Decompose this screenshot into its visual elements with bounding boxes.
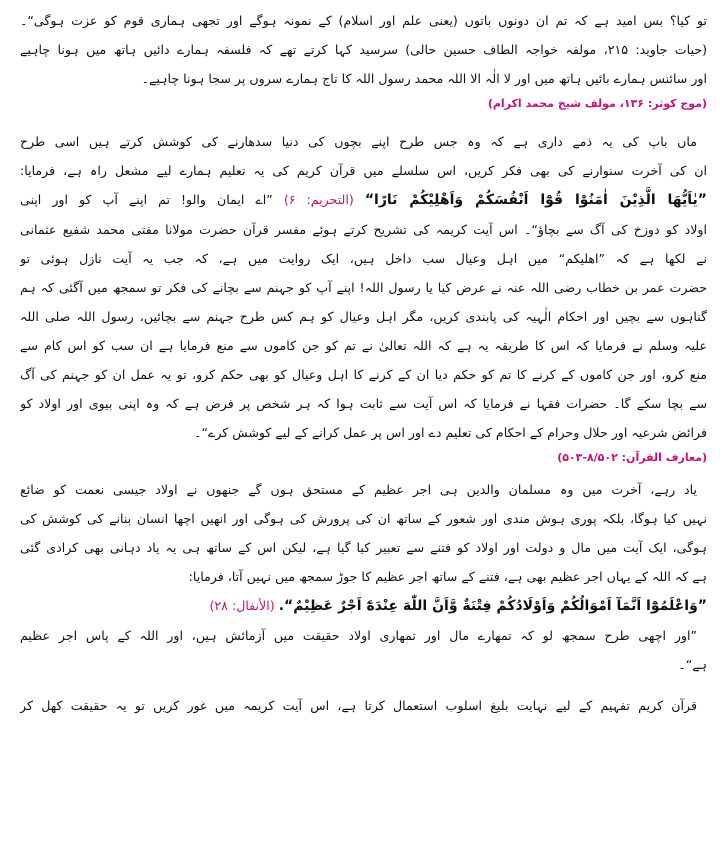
text-line: قرآن کریم تفہیم کے لیے نہایت بلیغ اسلوب استعمال کرتا ہے، اس آیت کریمہ میں غور کریں تو یہ حقیقت کھل کر (20, 698, 697, 713)
verse-translation: ہے“۔ (678, 657, 707, 672)
text-line: گناہوں سے بچیں اور احکام الٰہیہ کی پابندی کریں، مگر اہل وعیال کو ہم کس طرح جہنم سے بچائیں، رسول اللہ صلی اللہ (20, 309, 707, 324)
text-line: اور سائنس ہمارے بائیں ہاتھ میں اور لا الٰہ الا اللہ محمد رسول اللہ کا تاج ہمارے سروں پر سجا ہونا چاہیے۔ (141, 71, 707, 86)
reference-citation: (موج کوثر: ۱۳۶، مولف شیخ محمد اکرام) (487, 97, 707, 110)
quran-verse-arabic: ”وَاعْلَمُوْٓا اَنَّمَآ اَمْوَالُکُمْ وَاَوْلَادُکُمْ فِتْنَةٌ وَّاَنَّ اللّٰهَ عِنْدَهٗٓ اَجْرٌ عَظِیْمٌ“. (278, 598, 707, 614)
text-line: نے لکھا ہے کہ ”اهلیکم“ میں اہل وعیال سب داخل ہیں، ایک روایت میں ہے، کہ جب یہ آیت نازل ہوئی تو (20, 251, 707, 266)
text-line: اولاد کو دوزخ کی آگ سے بچاؤ“۔ اس آیت کریمہ کی تشریح کرتے ہوئے مفسر قرآن حضرت مولانا مفتی محمد شفیع عثمانی (20, 222, 707, 237)
paragraph-3 (20, 475, 707, 679)
quran-verse-arabic: ”یٰاَیُّهَا الَّذِیْنَ اٰمَنُوْا قُوْٓا اَنْفُسَکُمْ وَاَهْلِیْکُمْ نَارًا“ (364, 192, 707, 208)
text-line: حضرت عمر بن خطاب رضی اللہ عنہ نے عرض کیا یا رسول اللہ! اپنے آپ کو جہنم سے بچانے کی فکر تو سمجھ میں آگئی کہ ہم (20, 280, 707, 295)
verse-translation: ”اے ایمان والو! تم اپنے آپ کو اور اپنی (20, 192, 273, 207)
verse-line (20, 591, 707, 621)
paragraph-2 (20, 127, 707, 469)
verse-reference: (الأنفال: ۲۸) (209, 598, 275, 613)
reference-citation: (معارف القرآن: ۸/۵۰۲-۵۰۳) (557, 451, 707, 464)
verse-translation: ”اور اچھی طرح سمجھ لو کہ تمھارے مال اور تمھاری اولاد حقیقت میں آزمائش ہیں، اور اللہ کے پاس اجر عظیم (20, 628, 697, 643)
verse-line (20, 185, 707, 215)
paragraph-4 (20, 691, 707, 720)
text-line: تو کیا؟ بس امید ہے کہ تم ان دونوں باتوں (یعنی علم اور اسلام) کے نمونہ ہوگے اور تجھی ہماری قوم کو عزت ہوگی“۔ (20, 13, 707, 28)
text-line: ماں باپ کی یہ ذمے داری ہے کہ وہ جس طرح اپنے بچوں کی دنیا سدھارنے کی کوشش کرتے ہیں اسی طرح (20, 134, 697, 149)
paragraph-1 (20, 6, 707, 115)
text-line: سے بچا سکے گا۔ حضرات فقہا نے فرمایا کہ اس آیت سے ثابت ہوا کہ ہر شخص پر فرض ہے کہ وہ اپنی بیوی اور اولاد کو (20, 396, 707, 411)
text-line: ان کی آخرت سنوارنے کی بھی فکر کریں، اس سلسلے میں قرآن کریم کی یہ تعلیم ہمارے لیے مشعل راہ ہے، فرمایا: (20, 163, 707, 178)
text-line: نہیں کیا ہوگا، بلکہ پوری ہوش مندی اور شعور کے ساتھ ان کی پرورش کی ہوگی اور انھیں اچھا انسان بنانے کی کوشش کی (20, 511, 707, 526)
verse-reference: (التحریم: ۶) (283, 192, 354, 207)
text-line: منع کرو، اور جن کاموں کے کرنے کا تم کو حکم دیا ان کے کرنے کا اہل وعیال کو بھی حکم کرو، تو یہ عمل ان کو جہنم کی آگ (20, 367, 707, 382)
text-line: علیہ وسلم نے فرمایا کہ اس کا طریقہ یہ ہے کہ اللہ تعالیٰ نے تم کو جن کاموں سے منع فرمایا ہے ان سب کو اس کام سے (20, 338, 707, 353)
text-line: ہے کہ اللہ کے یہاں اجر عظیم بھی ہے، فتنے کے ساتھ اجر عظیم کا جوڑ سمجھ میں نہیں آتا، فرمایا: (188, 569, 707, 584)
text-line: (حیات جاوید: ۲۱۵، مولفہ خواجہ الطاف حسین حالی) سرسید کہا کرتے تھے کہ فلسفہ ہمارے دائیں ہاتھ میں ہونا چاہیے (20, 42, 707, 57)
text-line: فرائض شرعیہ اور حلال وحرام کے احکام کی تعلیم دے اور اس پر عمل کرانے کے لیے کوشش کرے“۔ (194, 425, 707, 440)
text-line: ہوگی، ایک آیت میں مال و دولت اور اولاد کو فتنے سے تعبیر کیا گیا ہے، لیکن اس کے ساتھ ہی یہ یاد دہانی بھی کرادی گئی (20, 540, 707, 555)
text-line: یاد رہے، آخرت میں وہ مسلمان والدین ہی اجر عظیم کے مستحق ہوں گے جنھوں نے اولاد جیسی نعمت کو ضائع (20, 482, 697, 497)
